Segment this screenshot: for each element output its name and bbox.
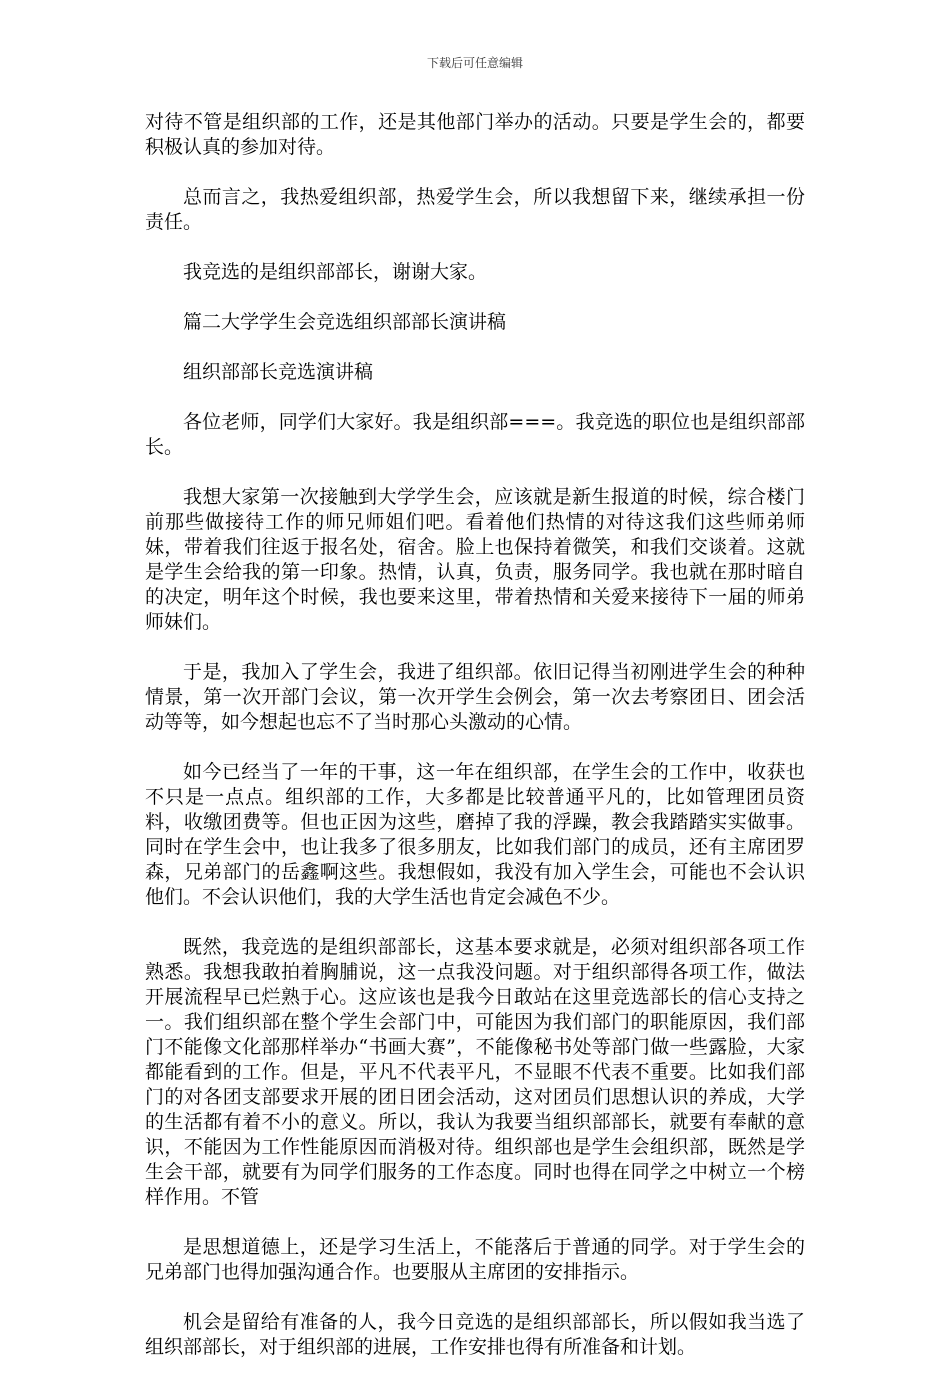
page-header-note: 下载后可任意编辑	[426, 56, 523, 70]
paragraph-conclusion: 总而言之，我热爱组织部，热爱学生会，所以我想留下来，继续承担一份责任。	[145, 186, 805, 233]
paragraph-joining: 于是，我加入了学生会，我进了组织部。依旧记得当初刚进学生会的种种情景，第一次开部门会议，第一次开学生会例会，第一次去考察团日、团会活动等等，如今想起也忘不了当时那心头激动的心情。	[145, 661, 805, 733]
paragraph-continuation: 对待不管是组织部的工作，还是其他部门举办的活动。只要是学生会的，都要积极认真的参加对待。	[145, 111, 805, 158]
section-heading: 篇二大学学生会竞选组织部部长演讲稿	[183, 311, 507, 333]
paragraph-experience: 如今已经当了一年的干事，这一年在组织部，在学生会的工作中，收获也不只是一点点。组织部的工作，大多都是比较普通平凡的，比如管理团员资料，收缴团费等。但也正因为这些，磨掉了我的浮躁，教会我踏踏实实做事。同时在学生会中，也让我多了很多朋友，比如我们部门的成员，还有主席团罗森，兄弟部门的岳鑫啊这些。我想假如，我没有加入学生会，可能也不会认识他们。不会认识他们，我的大学生活也肯定会减色不少。	[145, 761, 805, 908]
paragraph-greeting: 各位老师，同学们大家好。我是组织部===。我竞选的职位也是组织部部长。	[145, 411, 805, 458]
paragraph-first-impression: 我想大家第一次接触到大学学生会，应该就是新生报道的时候，综合楼门前那些做接待工作的师兄师姐们吧。看着他们热情的对待这我们这些师弟师妹，带着我们往返于报名处，宿舍。脸上也保持着微笑，和我们交谈着。这就是学生会给我的第一印象。热情，认真，负责，服务同学。我也就在那时暗自的决定，明年这个时候，我也要来这里，带着热情和关爱来接待下一届的师弟师妹们。	[145, 486, 805, 633]
paragraph-preparation: 机会是留给有准备的人，我今日竞选的是组织部部长，所以假如我当选了组织部部长，对于组织部的进展，工作安排也得有所准备和计划。	[145, 1311, 805, 1358]
paragraph-cooperation: 是思想道德上，还是学习生活上，不能落后于普通的同学。对于学生会的兄弟部门也得加强沟通合作。也要服从主席团的安排指示。	[145, 1236, 805, 1283]
document-body	[145, 110, 805, 1385]
speech-title: 组织部部长竞选演讲稿	[183, 361, 374, 383]
paragraph-qualifications: 既然，我竞选的是组织部部长，这基本要求就是，必须对组织部各项工作熟悉。我想我敢拍着胸脯说，这一点我没问题。对于组织部得各项工作，做法开展流程早已烂熟于心。这应该也是我今日敢站在这里竞选部长的信心支持之一。我们组织部在整个学生会部门中，可能因为我们部门的职能原因，我们部门不能像文化部那样举办“书画大赛”，不能像秘书处等部门做一些露脸，大家都能看到的工作。但是，平凡不代表平凡，不显眼不代表不重要。比如我们部门的对各团支部要求开展的团日团会活动，这对团员们思想认识的养成，大学的生活都有着不小的意义。所以，我认为我要当组织部部长，就要有奉献的意识，不能因为工作性能原因而消极对待。组织部也是学生会组织部，既然是学生会干部，就要有为同学们服务的工作态度。同时也得在同学之中树立一个榜样作用。不管	[145, 936, 805, 1208]
paragraph-closing-thanks: 我竞选的是组织部部长，谢谢大家。	[183, 261, 488, 283]
